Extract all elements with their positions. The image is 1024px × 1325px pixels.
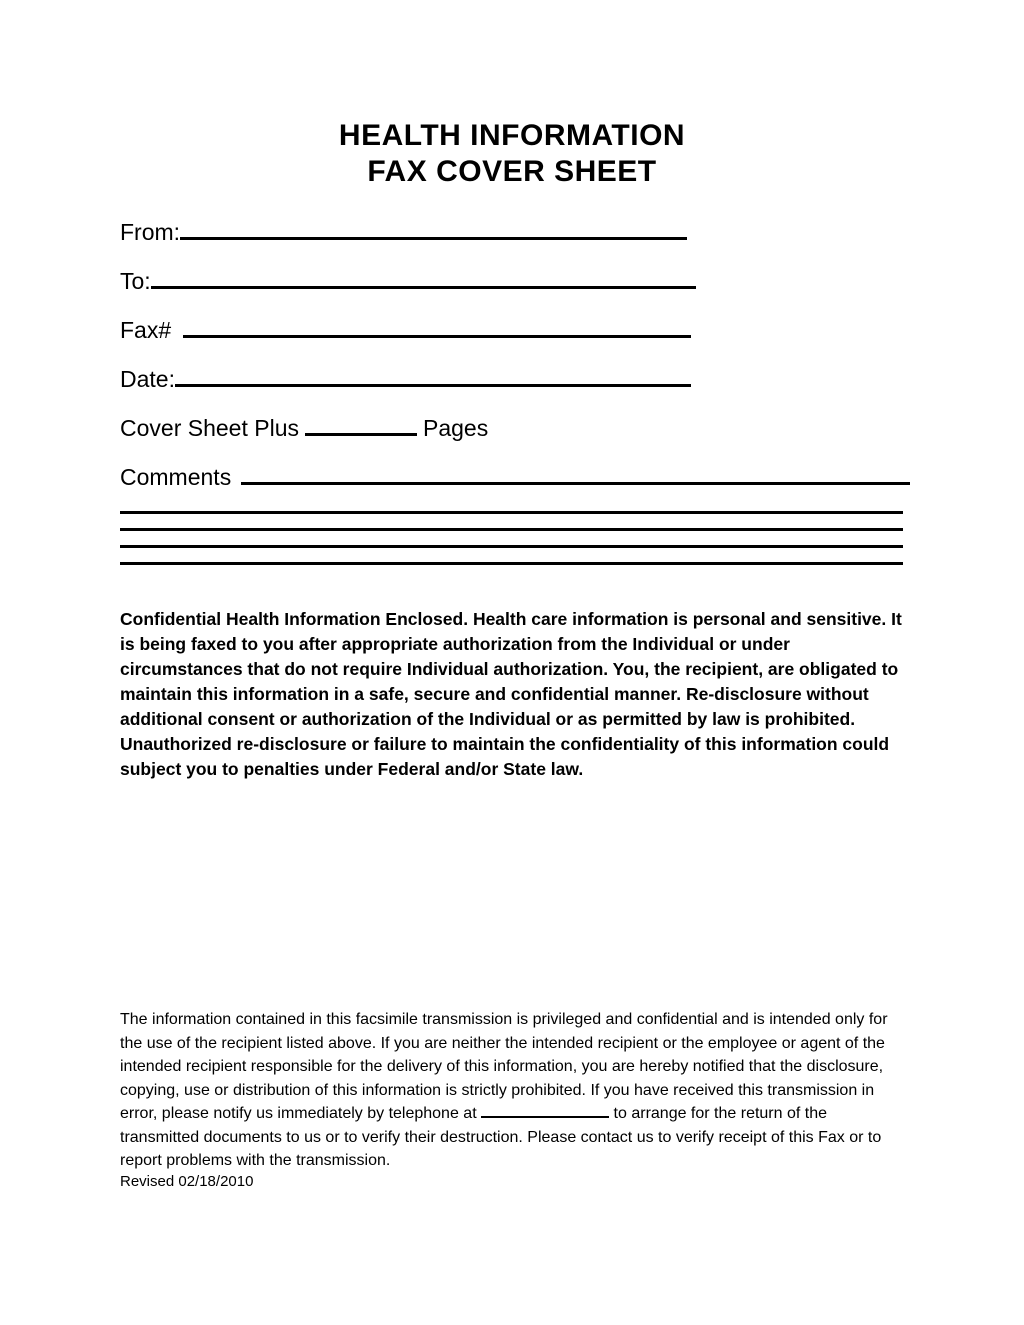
revision-stamp: Revised 02/18/2010 bbox=[120, 1173, 254, 1190]
title-line-1: HEALTH INFORMATION bbox=[338, 119, 686, 152]
pages-label: Pages bbox=[422, 415, 489, 441]
field-row-to bbox=[120, 267, 910, 316]
date-label: Date: bbox=[120, 366, 175, 392]
disclaimer-text-part-1: The information contained in this facsimile transmission is privileged and confidential and is intended only for the use of the recipient listed above. If you are neither the intended recipient or the employee or agent of the intended recipient responsible for the delivery of this information, you are hereby notified that the disclosure, copying, use or distribution of this information is strictly prohibited. If you have received this transmission in error, please notify us immediately by telephone at bbox=[120, 1011, 888, 1122]
comments-label: Comments bbox=[120, 464, 232, 490]
from-label: From: bbox=[120, 219, 181, 245]
form-fields bbox=[120, 218, 910, 565]
pages-count-input-rule[interactable] bbox=[305, 416, 417, 436]
to-label: To: bbox=[120, 268, 151, 294]
page-title bbox=[0, 118, 1024, 190]
field-row-date bbox=[120, 365, 910, 414]
comments-input-rule-3[interactable] bbox=[120, 528, 903, 531]
telephone-input-rule[interactable] bbox=[481, 1102, 609, 1118]
to-input-rule[interactable] bbox=[151, 269, 696, 289]
cover-sheet-plus-label: Cover Sheet Plus bbox=[120, 415, 299, 441]
date-input-rule[interactable] bbox=[175, 367, 691, 387]
fax-number-input-rule[interactable] bbox=[183, 318, 691, 338]
field-row-fax bbox=[120, 316, 910, 365]
field-row-comments bbox=[120, 463, 910, 497]
field-row-from bbox=[120, 218, 910, 267]
comments-input-rule-4[interactable] bbox=[120, 545, 903, 548]
comments-input-rule-5[interactable] bbox=[120, 562, 903, 565]
transmission-disclaimer bbox=[120, 1008, 910, 1173]
field-row-pages bbox=[120, 414, 910, 463]
title-line-2: FAX COVER SHEET bbox=[367, 155, 657, 188]
disclaimer-text-part-2: to arrange for the return of the transmitted documents to us or to verify their destruction. Please contact us to verify receipt of this Fax or to report problems with the transmission. bbox=[120, 1105, 882, 1169]
comments-input-rule-1[interactable] bbox=[241, 465, 910, 485]
comments-input-rule-2[interactable] bbox=[120, 511, 903, 514]
confidentiality-notice: Confidential Health Information Enclosed. Health care information is personal and sensitive. It is being faxed to you after appropriate authorization from the Individual or under circumstances that do not require Individual authorization. You, the recipient, are obligated to maintain this information in a safe, secure and confidential manner. Re-disclosure without additional consent or authorization of the Individual or as permitted by law is prohibited. Unauthorized re-disclosure or failure to maintain the confidentiality of this information could subject you to penalties under Federal and/or State law. bbox=[120, 609, 902, 779]
fax-number-label: Fax# bbox=[120, 317, 172, 343]
from-input-rule[interactable] bbox=[180, 220, 687, 240]
